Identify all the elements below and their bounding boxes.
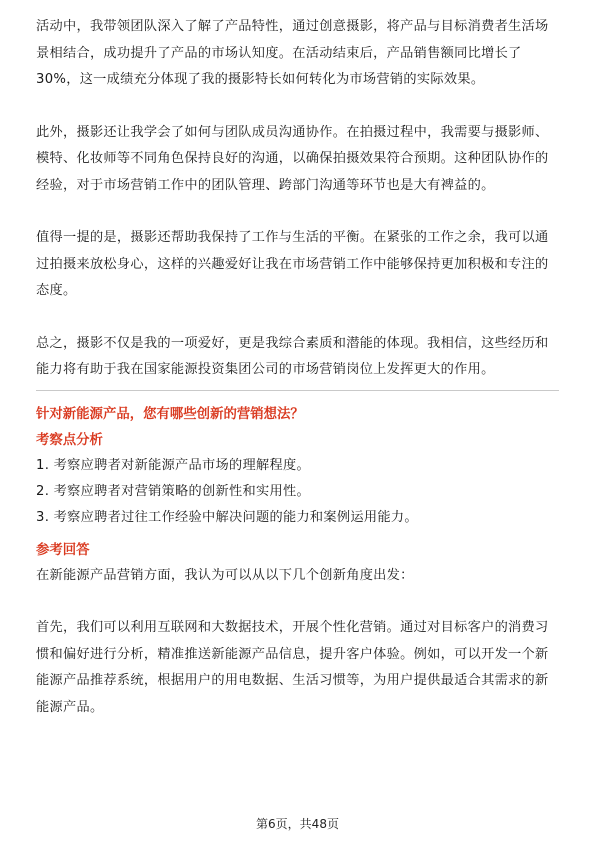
page-number: 第6页，共48页: [256, 817, 339, 831]
answer-paragraph-1: 首先，我们可以利用互联网和大数据技术，开展个性化营销。通过对目标客户的消费习惯和偏好进行分析，精准推送新能源产品信息，提升客户体验。例如，可以开发一个新能源产品推荐系统，根据用户的用电数据、生活习惯等，为用户提供最适合其需求的新能源产品。: [36, 620, 549, 715]
document-page: [36, 14, 559, 721]
answer-heading: 参考回答: [36, 542, 90, 558]
paragraph-balance: 值得一提的是，摄影还帮助我保持了工作与生活的平衡。在紧张的工作之余，我可以通过拍摄来放松身心，这样的兴趣爱好让我在市场营销工作中能够保持更加积极和专注的态度。: [36, 230, 549, 298]
analysis-heading: 考察点分析: [36, 432, 103, 448]
analysis-item-2: 2. 考察应聘者对营销策略的创新性和实用性。: [36, 483, 310, 499]
paragraph-teamwork: 此外，摄影还让我学会了如何与团队成员沟通协作。在拍摄过程中，我需要与摄影师、模特、化妆师等不同角色保持良好的沟通，以确保拍摄效果符合预期。这种团队协作的经验，对于市场营销工作中的团队管理、跨部门沟通等环节也是大有裨益的。: [36, 124, 549, 193]
analysis-item-3: 3. 考察应聘者过往工作经验中解决问题的能力和案例运用能力。: [36, 509, 418, 525]
question-heading: 针对新能源产品，您有哪些创新的营销想法？: [36, 406, 304, 422]
section-divider: [36, 390, 559, 391]
answer-intro: 在新能源产品营销方面，我认为可以从以下几个创新角度出发：: [36, 567, 414, 583]
analysis-item-1: 1. 考察应聘者对新能源产品市场的理解程度。: [36, 457, 310, 473]
paragraph-activity: 活动中，我带领团队深入了解了产品特性，通过创意摄影，将产品与目标消费者生活场景相结合，成功提升了产品的市场认知度。在活动结束后，产品销售额同比增长了30%，这一成绩充分体现了我的摄影特长如何转化为市场营销的实际效果。: [36, 19, 549, 87]
paragraph-conclusion: 总之，摄影不仅是我的一项爱好，更是我综合素质和潜能的体现。我相信，这些经历和能力将有助于我在国家能源投资集团公司的市场营销岗位上发挥更大的作用。: [36, 335, 549, 377]
